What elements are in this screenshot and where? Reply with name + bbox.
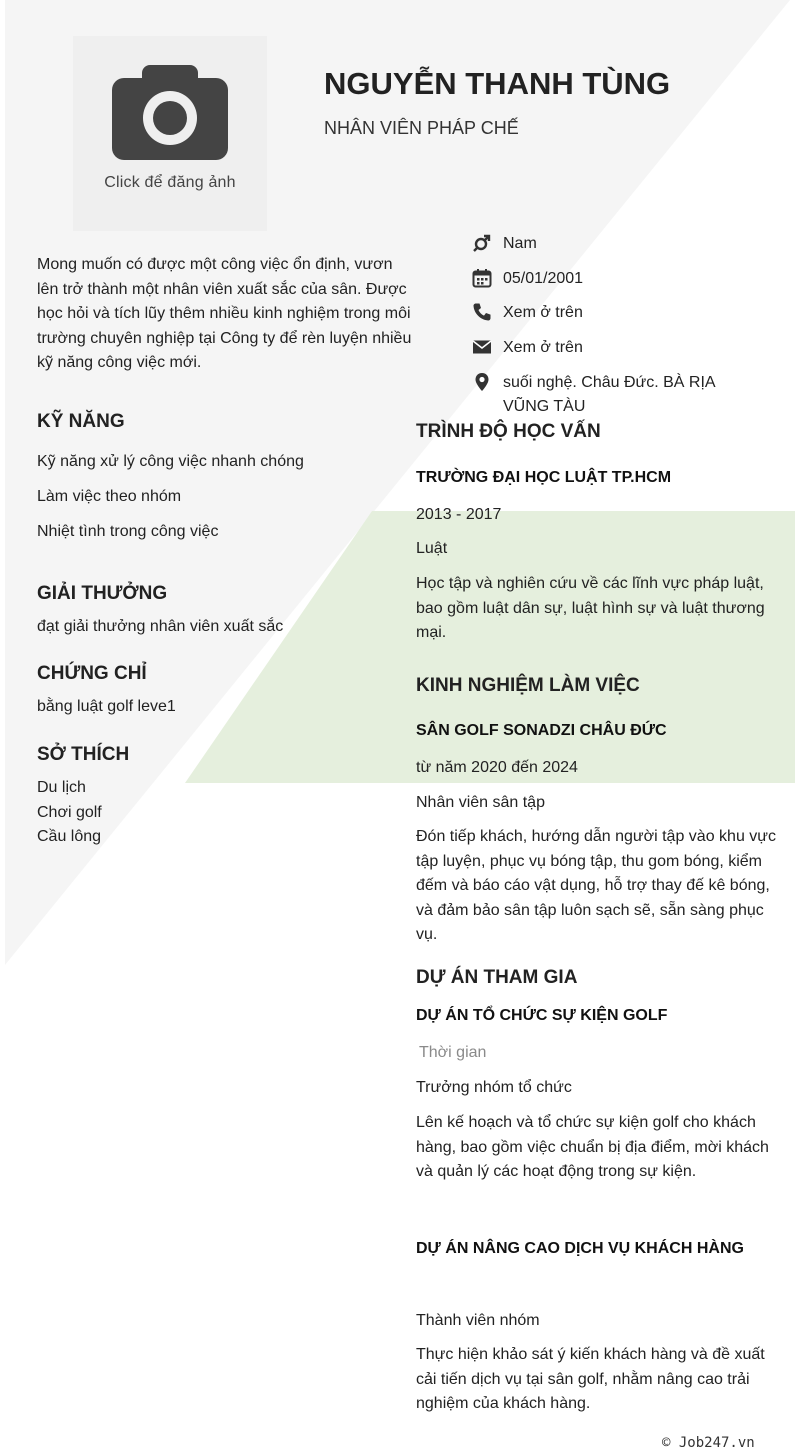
skills-title: KỸ NĂNG bbox=[37, 411, 125, 432]
project-description: Thực hiện khảo sát ý kiến khách hàng và đề xuất cải tiến dịch vụ tại sân golf, nhằm nâng cao trải nghiệm của khách hàng. bbox=[416, 1346, 765, 1412]
email-icon bbox=[472, 337, 492, 357]
gender-value: Nam bbox=[503, 235, 537, 252]
skill-item: Làm việc theo nhóm bbox=[37, 488, 182, 505]
camera-lens bbox=[153, 101, 187, 135]
career-objective: Mong muốn có được một công việc ổn định, vươn lên trở thành một nhân viên xuất sắc của sân. Được học hỏi và tích lũy thêm nhiều kinh nghiệm trong môi trường chuyên nghiệp tại Công ty để rèn luyện nhiều kỹ năng công việc mới. bbox=[37, 256, 412, 371]
job-title: NHÂN VIÊN PHÁP CHẾ bbox=[324, 118, 519, 138]
gender-icon bbox=[472, 233, 492, 253]
skill-item: Kỹ năng xử lý công việc nhanh chóng bbox=[37, 453, 304, 470]
hobby-item: Chơi golf bbox=[37, 804, 102, 821]
project-name: DỰ ÁN TỔ CHỨC SỰ KIỆN GOLF bbox=[416, 1007, 668, 1024]
project-role: Trưởng nhóm tổ chức bbox=[416, 1079, 572, 1096]
photo-upload-label: Click để đăng ảnh bbox=[104, 174, 236, 191]
skill-item: Nhiệt tình trong công việc bbox=[37, 523, 219, 540]
project-role: Thành viên nhóm bbox=[416, 1312, 540, 1329]
projects-title: DỰ ÁN THAM GIA bbox=[416, 967, 578, 988]
experience-period: từ năm 2020 đến 2024 bbox=[416, 759, 578, 776]
address-value: suối nghệ. Châu Đức. BÀ RỊA VŨNG TÀU bbox=[503, 374, 715, 415]
project-description: Lên kế hoạch và tổ chức sự kiện golf cho khách hàng, bao gồm việc chuẩn bị địa điểm, mời khách và quản lý các hoạt động trong sự kiện. bbox=[416, 1114, 769, 1180]
location-icon bbox=[472, 372, 492, 392]
project-time: Thời gian bbox=[419, 1044, 487, 1061]
phone-value[interactable]: Xem ở trên bbox=[503, 304, 583, 321]
award-item: đạt giải thưởng nhân viên xuất sắc bbox=[37, 618, 284, 635]
phone-icon bbox=[472, 302, 492, 322]
photo-upload[interactable] bbox=[73, 36, 267, 231]
calendar-icon bbox=[472, 268, 492, 288]
project-name: DỰ ÁN NÂNG CAO DỊCH VỤ KHÁCH HÀNG bbox=[416, 1240, 744, 1257]
hobby-item: Cầu lông bbox=[37, 828, 102, 845]
experience-description: Đón tiếp khách, hướng dẫn người tập vào khu vực tập luyện, phục vụ bóng tập, thu gom bóng, kiểm đếm và báo cáo vật dụng, hỗ trợ thay đế kê bóng, và đảm bảo sân tập luôn sạch sẽ, sẵn sàng phục vụ. bbox=[416, 828, 776, 943]
birthday-value: 05/01/2001 bbox=[503, 270, 584, 287]
certificate-item: bằng luật golf leve1 bbox=[37, 698, 176, 715]
experience-title: KINH NGHIỆM LÀM VIỆC bbox=[416, 675, 640, 696]
education-period: 2013 - 2017 bbox=[416, 506, 502, 523]
experience-company: SÂN GOLF SONADZI CHÂU ĐỨC bbox=[416, 722, 667, 739]
experience-position: Nhân viên sân tập bbox=[416, 794, 545, 811]
hobbies-title: SỞ THÍCH bbox=[37, 744, 130, 765]
copyright: © Job247.vn bbox=[662, 1435, 755, 1451]
certificates-title: CHỨNG CHỈ bbox=[37, 663, 147, 684]
hobby-item: Du lịch bbox=[37, 779, 86, 796]
education-description: Học tập và nghiên cứu về các lĩnh vực pháp luật, bao gồm luật dân sự, luật hình sự và luật thương mại. bbox=[416, 575, 765, 641]
awards-title: GIẢI THƯỞNG bbox=[37, 583, 168, 604]
candidate-name: NGUYỄN THANH TÙNG bbox=[324, 66, 671, 101]
education-school: TRƯỜNG ĐẠI HỌC LUẬT TP.HCM bbox=[416, 469, 672, 486]
education-title: TRÌNH ĐỘ HỌC VẤN bbox=[416, 421, 601, 442]
education-major: Luật bbox=[416, 540, 448, 557]
email-value[interactable]: Xem ở trên bbox=[503, 339, 583, 356]
